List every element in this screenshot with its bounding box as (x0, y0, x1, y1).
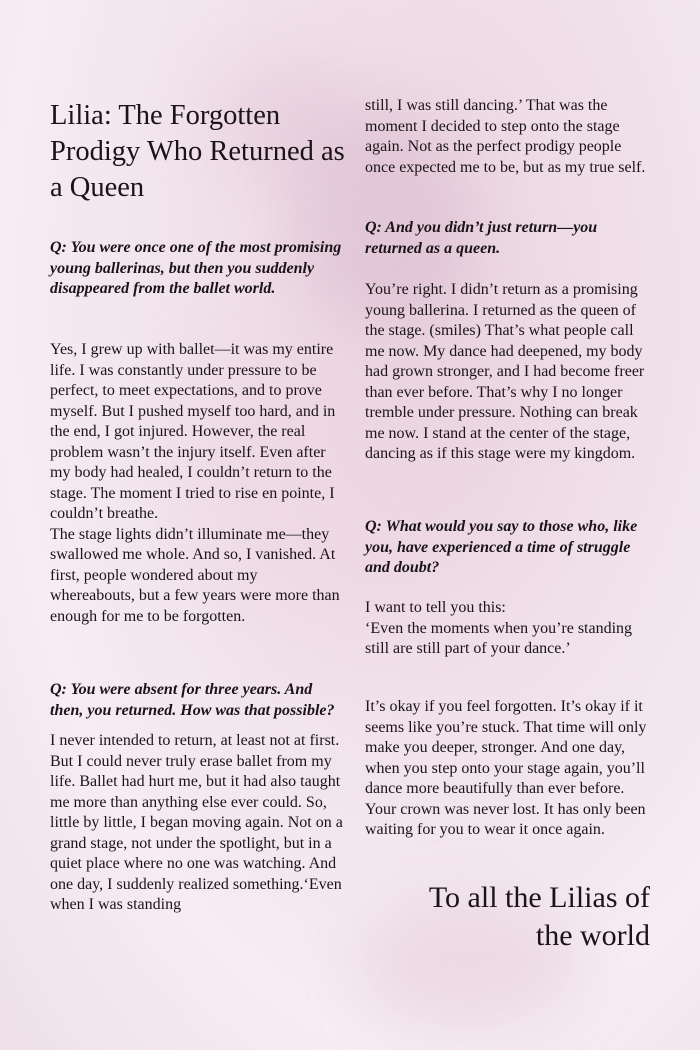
answer-2-part-1: I never intended to return, at least not at first. But I could never truly erase ballet from my life. Ballet had hurt me, but it had also taught me more than anything else ever could. So, little by little, I began moving again. Not on a grand stage, not under the spotlight, but in a quiet place where no one was watching. And one day, I suddenly realized something.‘Even when I was standing (50, 732, 343, 913)
question-3: Q: And you didn’t just return—you returned as a queen. (365, 219, 598, 257)
question-2: Q: You were absent for three years. And then, you returned. How was that possible? (50, 681, 335, 719)
question-1: Q: You were once one of the most promising young ballerinas, but then you suddenly disappeared from the ballet world. (50, 239, 342, 297)
article-title: Lilia: The Forgotten Prodigy Who Returned as a Queen (50, 100, 345, 203)
answer-3: You’re right. I didn’t return as a promising young ballerina. I returned as the queen of the stage. (smiles) That’s what people call me now. My dance had deepened, my body had grown stronger, and I had become freer than ever before. That’s why I no longer tremble under pressure. Nothing can break me now. I stand at the center of the stage, dancing as if this stage were my kingdom. (365, 281, 645, 462)
answer-4: I want to tell you this: ‘Even the moments when you’re standing still are still part of your dance.’ (365, 599, 633, 657)
answer-2-part-2: still, I was still dancing.’ That was the moment I decided to step onto the stage again. Not as the perfect prodigy people once expected me to be, but as my true self. (365, 97, 646, 176)
answer-4-followup: It’s okay if you feel forgotten. It’s okay if it seems like you’re stuck. That time will only make you deeper, stronger. And one day, when you step onto your stage again, you’ll dance more beautifully than ever before. Your crown was never lost. It has only been waiting for you to wear it once again. (365, 698, 647, 838)
question-4: Q: What would you say to those who, like you, have experienced a time of struggle and doubt? (365, 518, 638, 576)
answer-1: Yes, I grew up with ballet—it was my entire life. I was constantly under pressure to be perfect, to meet expectations, and to prove myself. But I pushed myself too hard, and in the end, I got injured. However, the real problem wasn’t the injury itself. Even after my body had healed, I couldn’t return to the stage. The moment I tried to rise en pointe, I couldn’t breathe. The stage lights didn’t illuminate me—they swallowed me whole. And so, I vanished. At first, people wondered about my whereabouts, but a few years were more than enough for me to be forgotten. (50, 341, 340, 625)
closing-dedication: To all the Lilias of the world (428, 881, 650, 952)
